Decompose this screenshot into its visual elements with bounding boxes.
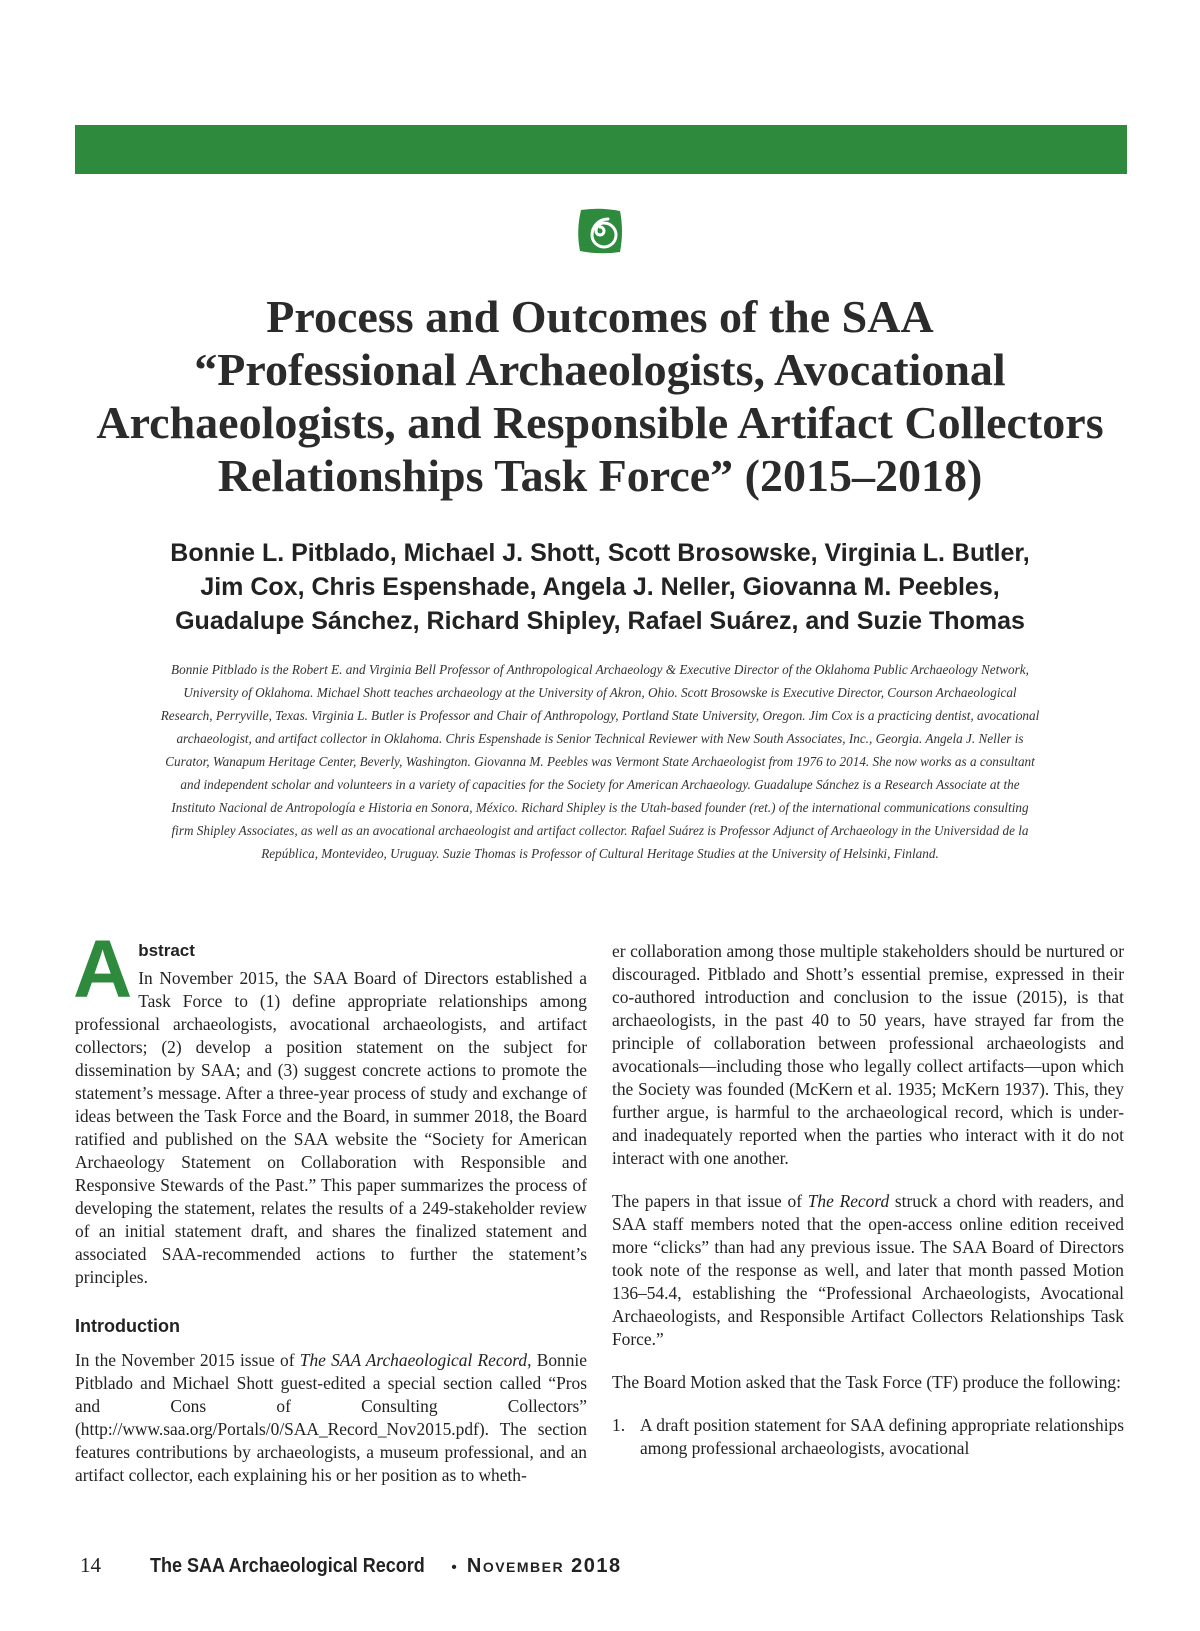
abstract-dropcap: A: [73, 924, 133, 1015]
author-bios: [90, 658, 1110, 865]
bio-line: archaeologist, and artifact collector in Oklahoma. Chris Espenshade is Senior Technical Reviewer with New South Associates, Inc., Georgia. Angela J. Neller is: [176, 731, 1024, 746]
abstract-heading: bstract: [138, 941, 195, 960]
article-title: [60, 290, 1140, 502]
author-line: Guadalupe Sánchez, Richard Shipley, Rafael Suárez, and Suzie Thomas: [175, 607, 1025, 635]
header-band: [75, 125, 1127, 174]
introduction-paragraph: [75, 1349, 587, 1487]
journal-title-italic: The SAA Archaeological Record,: [299, 1350, 532, 1370]
left-column: [73, 924, 587, 1487]
journal-title-italic: The Record: [807, 1191, 890, 1211]
body-text: struck a chord with readers, and SAA staff members noted that the open-access online edition received more “clicks” than had any previous issue. The SAA Board of Directors took note of the response as well, and later that month passed Motion 136–54.4, establishing the “Professional Archaeologists, Avocational Archaeologists, and Responsible Artifact Collectors Relationships Task Force.”: [612, 1191, 1124, 1349]
journal-name: The SAA Archaeological Record: [150, 1555, 425, 1577]
page-footer: [80, 1553, 622, 1583]
author-line: Jim Cox, Chris Espenshade, Angela J. Neller, Giovanna M. Peebles,: [200, 573, 1000, 601]
issue-date: November 2018: [466, 1555, 622, 1577]
title-line: Process and Outcomes of the SAA: [266, 291, 934, 342]
page-number: 14: [80, 1553, 101, 1577]
bio-line: University of Oklahoma. Michael Shott teaches archaeology at the University of Akron, Ohio. Scott Brosowske is Executive Director, Courson Archaeological: [183, 685, 1017, 700]
list-item: [612, 1414, 1124, 1460]
introduction-heading: Introduction: [75, 1316, 180, 1336]
intro-text: In the November 2015 issue of: [75, 1350, 300, 1370]
bio-line: Research, Perryville, Texas. Virginia L. Butler is Professor and Chair of Anthropology, Portland State University, Oregon. Jim Cox is a practicing dentist, avocational: [160, 708, 1040, 723]
bio-line: firm Shipley Associates, as well as an avocational archaeologist and artifact collector. Rafael Suárez is Professor Adjunct of Archaeology in the Universidad de la: [171, 823, 1029, 838]
body-paragraph: er collaboration among those multiple stakeholders should be nurtured or discouraged. Pitblado and Shott’s essential premise, expressed in their co-authored introduction and conclusion to the issue (2015), is that archaeologists, in the past 40 to 50 years, have strayed far from the principle of collaboration between professional archaeologists and avocationals—including those who legally collect artifacts—upon which the Society was founded (McKern et al. 1935; McKern 1937). This, they further argue, is harmful to the archaeological record, which is under- and inadequately reported when the parties who interact with it do not interact with one another.: [612, 941, 1124, 1168]
bio-line: Curator, Wanapum Heritage Center, Beverly, Washington. Giovanna M. Peebles was Vermont State Archaeologist from 1976 to 2014. She now works as a consultant: [165, 754, 1035, 769]
title-line: “Professional Archaeologists, Avocational: [194, 344, 1006, 395]
intro-text: Bonnie Pitblado and Michael Shott guest-edited a special section called “Pros and Cons of Consulting Collectors” (http://www.saa.org/Portals/0/SAA_Record_Nov2015.pdf). The section features contributions by archaeologists, a museum professional, and an artifact collector, each explaining his or her position as to wheth-: [75, 1350, 587, 1485]
list-text: A draft position statement for SAA defining appropriate relationships among professional archaeologists, avocational: [640, 1415, 1124, 1458]
list-number: 1.: [612, 1415, 626, 1435]
abstract-text: In November 2015, the SAA Board of Directors established a Task Force to (1) define appropriate relationships among professional archaeologists, avocational archaeologists, and artifact collectors; (2) develop a position statement on the subject for dissemination by SAA; and (3) suggest concrete actions to promote the statement’s message. After a three-year process of study and exchange of ideas between the Task Force and the Board, in summer 2018, the Board ratified and published on the SAA website the “Society for American Archaeology Statement on Collaboration with Responsible and Responsive Stewards of the Past.” This paper summarizes the process of developing the statement, relates the results of a 249-stakeholder review of an initial statement draft, and shares the finalized statement and associated SAA-recommended actions to further the statement’s principles.: [75, 968, 587, 1287]
bio-line: Bonnie Pitblado is the Robert E. and Virginia Bell Professor of Anthropological Archaeology & Executive Director of the Oklahoma Public Archaeology Network,: [171, 662, 1029, 677]
author-list: [60, 536, 1140, 638]
spiral-logo-icon: [575, 206, 625, 256]
body-paragraph: The Board Motion asked that the Task Force (TF) produce the following:: [612, 1372, 1121, 1392]
title-line: Archaeologists, and Responsible Artifact Collectors: [96, 397, 1104, 448]
right-column: [612, 940, 1124, 1460]
footer-bullet: •: [451, 1559, 457, 1576]
bio-line: Instituto Nacional de Antropología e Historia en Sonora, México. Richard Shipley is the Utah-based founder (ret.) of the international communications consulting: [171, 800, 1029, 815]
body-text: The papers in that issue of: [612, 1191, 808, 1211]
bio-line: República, Montevideo, Uruguay. Suzie Thomas is Professor of Cultural Heritage Studies at the University of Helsinki, Finland.: [261, 846, 939, 861]
bio-line: and independent scholar and volunteers in a variety of capacities for the Society for American Archaeology. Guadalupe Sánchez is a Research Associate at the: [180, 777, 1020, 792]
author-line: Bonnie L. Pitblado, Michael J. Shott, Scott Brosowske, Virginia L. Butler,: [170, 539, 1030, 567]
body-paragraph: [612, 1190, 1124, 1351]
title-line: Relationships Task Force” (2015–2018): [217, 450, 983, 501]
abstract-section: [73, 924, 587, 1289]
